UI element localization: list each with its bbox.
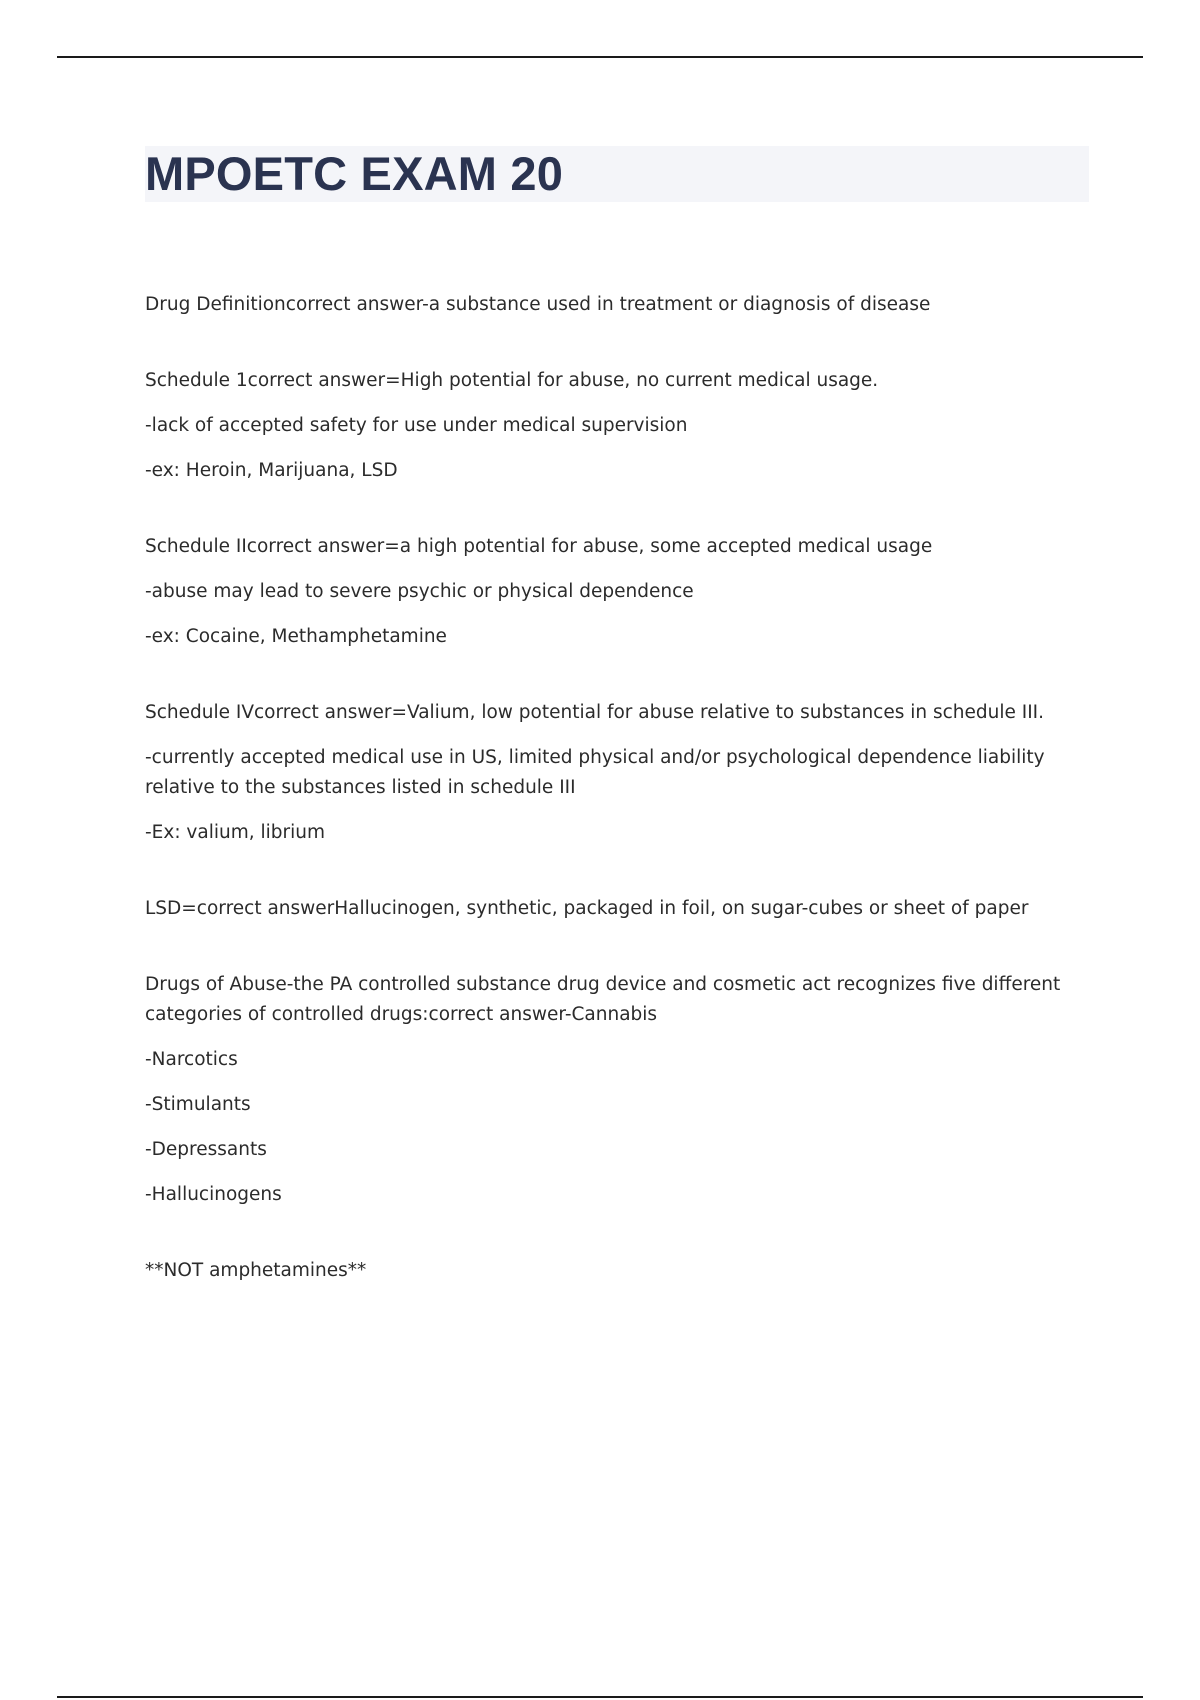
entry-line: Drugs of Abuse-the PA controlled substance drug device and cosmetic act recognizes five different categories of controlled drugs:correct answer-Cannabis: [145, 974, 1061, 1025]
entry-lsd: [145, 894, 1090, 924]
entry-line: -Narcotics: [145, 1049, 238, 1070]
entry-line: -Ex: valium, librium: [145, 822, 326, 843]
header-rule: [57, 56, 1143, 58]
entry-line: -currently accepted medical use in US, limited physical and/or psychological dependence liability relative to the substances listed in schedule III: [145, 747, 1045, 798]
entry-line: -Hallucinogens: [145, 1184, 282, 1205]
entry-line: -Stimulants: [145, 1094, 251, 1115]
entry-line: -ex: Cocaine, Methamphetamine: [145, 626, 447, 647]
entry-line: Schedule IIcorrect answer=a high potential for abuse, some accepted medical usage: [145, 536, 933, 557]
entry-line: -abuse may lead to severe psychic or physical dependence: [145, 581, 694, 602]
entry-drugs-of-abuse: [145, 970, 1090, 1210]
entry-schedule-2: [145, 532, 1090, 652]
entry-line: -ex: Heroin, Marijuana, LSD: [145, 460, 398, 481]
document-body: [145, 290, 1090, 1332]
entry-line: Schedule 1correct answer=High potential for abuse, no current medical usage.: [145, 370, 879, 391]
entry-line: **NOT amphetamines**: [145, 1260, 367, 1281]
entry-line: Drug Definitioncorrect answer-a substance used in treatment or diagnosis of disease: [145, 294, 931, 315]
entry-line: -lack of accepted safety for use under medical supervision: [145, 415, 688, 436]
entry-note: [145, 1256, 1090, 1286]
document-title: MPOETC EXAM 20: [145, 147, 564, 200]
entry-line: LSD=correct answerHallucinogen, synthetic, packaged in foil, on sugar-cubes or sheet of paper: [145, 898, 1029, 919]
footer-rule: [57, 1696, 1143, 1698]
entry-schedule-4: [145, 698, 1090, 848]
entry-line: Schedule IVcorrect answer=Valium, low potential for abuse relative to substances in schedule III.: [145, 702, 1045, 723]
entry-drug-definition: [145, 290, 1090, 320]
entry-schedule-1: [145, 366, 1090, 486]
entry-line: -Depressants: [145, 1139, 267, 1160]
